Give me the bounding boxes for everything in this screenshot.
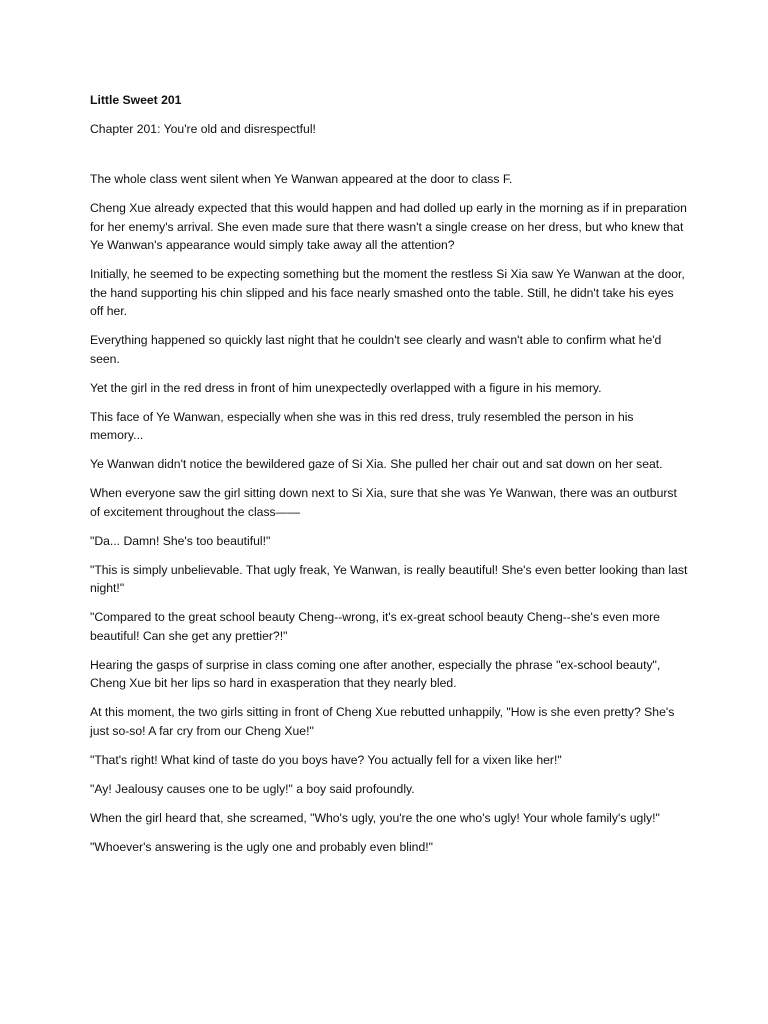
chapter-title: Chapter 201: You're old and disrespectful! bbox=[90, 121, 316, 136]
paragraph: This face of Ye Wanwan, especially when she was in this red dress, truly resembled the person in his memory... bbox=[90, 409, 634, 442]
paragraph: Hearing the gasps of surprise in class coming one after another, especially the phrase "ex-school beauty", Cheng Xue bit her lips so hard in exasperation that they nearly bled. bbox=[90, 657, 661, 690]
dialogue-paragraph: "Ay! Jealousy causes one to be ugly!" a boy said profoundly. bbox=[90, 781, 415, 796]
document-title: Little Sweet 201 bbox=[90, 93, 182, 107]
dialogue-paragraph: "Whoever's answering is the ugly one and probably even blind!" bbox=[90, 839, 433, 854]
paragraph: When everyone saw the girl sitting down next to Si Xia, sure that she was Ye Wanwan, there was an outburst of excitement throughout the class—— bbox=[90, 486, 677, 519]
paragraph: At this moment, the two girls sitting in front of Cheng Xue rebutted unhappily, "How is she even pretty? She's just so-so! A far cry from our Cheng Xue!" bbox=[90, 705, 675, 738]
dialogue-paragraph: "That's right! What kind of taste do you boys have? You actually fell for a vixen like her!" bbox=[90, 752, 562, 767]
paragraph: Yet the girl in the red dress in front of him unexpectedly overlapped with a figure in his memory. bbox=[90, 380, 602, 395]
paragraph: Cheng Xue already expected that this would happen and had dolled up early in the morning as if in preparation for her enemy's arrival. She even made sure that there wasn't a single crease on her dress, but who knew that Ye Wanwan's appearance would simply take away all the attention? bbox=[90, 201, 687, 252]
paragraph: Everything happened so quickly last night that he couldn't see clearly and wasn't able to confirm what he'd seen. bbox=[90, 333, 662, 366]
paragraph: The whole class went silent when Ye Wanwan appeared at the door to class F. bbox=[90, 172, 513, 186]
paragraph: Initially, he seemed to be expecting something but the moment the restless Si Xia saw Ye Wanwan at the door, the hand supporting his chin slipped and his face nearly smashed onto the table. Still, he didn't take his eyes off her. bbox=[90, 267, 685, 318]
document-page bbox=[90, 91, 690, 867]
dialogue-paragraph: "Da... Damn! She's too beautiful!" bbox=[90, 533, 271, 548]
dialogue-paragraph: "Compared to the great school beauty Cheng--wrong, it's ex-great school beauty Cheng--she's even more beautiful! Can she get any prettier?!" bbox=[90, 610, 660, 643]
dialogue-paragraph: "This is simply unbelievable. That ugly freak, Ye Wanwan, is really beautiful! She's even better looking than last night!" bbox=[90, 562, 688, 595]
paragraph: When the girl heard that, she screamed, "Who's ugly, you're the one who's ugly! Your whole family's ugly!" bbox=[90, 810, 660, 825]
paragraph: Ye Wanwan didn't notice the bewildered gaze of Si Xia. She pulled her chair out and sat down on her seat. bbox=[90, 457, 663, 471]
